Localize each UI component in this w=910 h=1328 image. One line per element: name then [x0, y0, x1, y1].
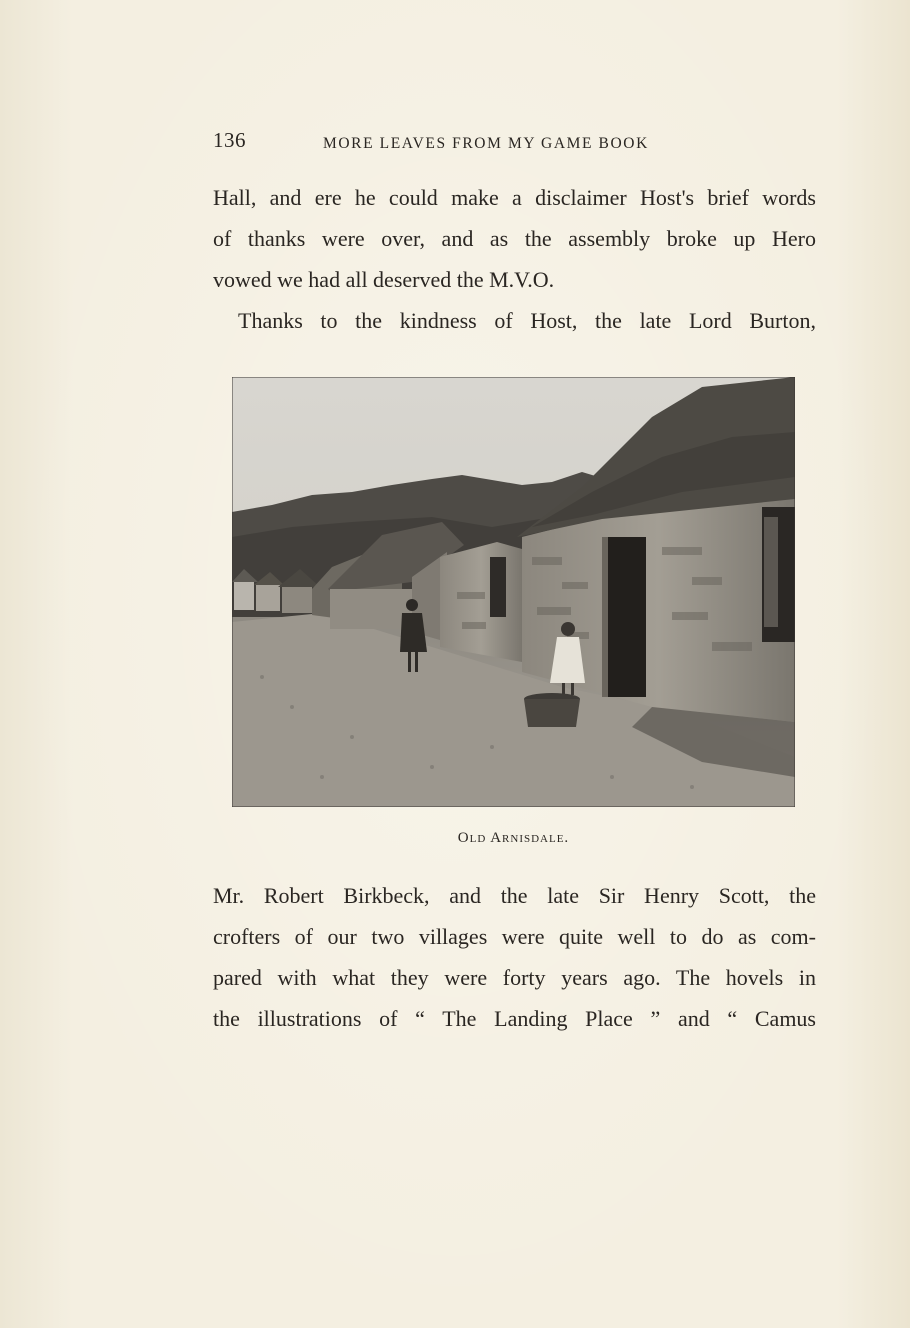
running-head	[213, 128, 816, 160]
text-line: pared with what they were forty years ago. The hovels in	[213, 965, 816, 990]
photograph-old-arnisdale	[232, 377, 795, 807]
figure-caption	[232, 830, 795, 847]
text-line: of thanks were over, and as the assembly broke up Hero	[213, 226, 816, 251]
caption-text: Old Arnisdale.	[457, 830, 570, 846]
paragraph-top	[213, 177, 816, 341]
running-title: MORE LEAVES FROM MY GAME BOOK	[323, 135, 649, 152]
text-line: Hall, and ere he could make a disclaimer Host's brief words	[213, 185, 816, 210]
text-line: Thanks to the kindness of Host, the late Lord Burton,	[238, 308, 816, 333]
page-number: 136	[213, 128, 246, 152]
text-line: the illustrations of “ The Landing Place ” and “ Camus	[213, 1006, 816, 1031]
text-line: crofters of our two villages were quite well to do as com-	[213, 924, 816, 949]
text-line: Mr. Robert Birkbeck, and the late Sir Henry Scott, the	[213, 883, 816, 908]
text-line: vowed we had all deserved the M.V.O.	[213, 267, 555, 292]
paragraph-bottom	[213, 875, 816, 1039]
